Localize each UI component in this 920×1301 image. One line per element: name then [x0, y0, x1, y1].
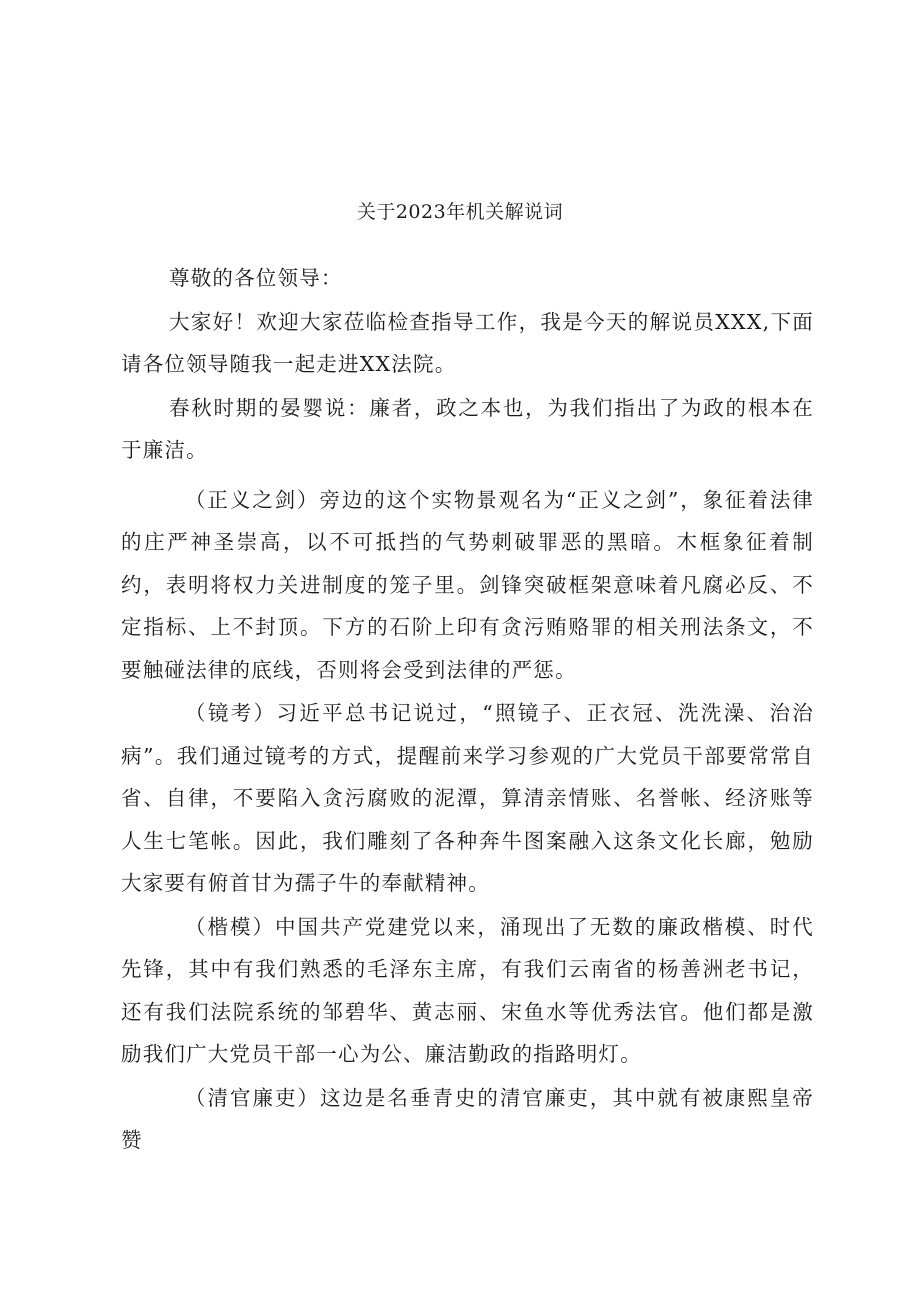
document-body: [121, 257, 814, 1162]
paragraph-sword-of-justice: （正义之剑）旁边的这个实物景观名为“正义之剑”，象征着法律的庄严神圣崇高，以不可抵挡的气势刺破罪恶的黑暗。木框象征着制约，表明将权力关进制度的笼子里。剑锋突破框架意味着凡腐必反、不定指标、上不封顶。下方的石阶上印有贪污贿赂罪的相关刑法条文，不要触碰法律的底线，否则将会受到法律的严惩。: [121, 487, 814, 682]
document-title: 关于2023年机关解说词: [356, 201, 564, 223]
paragraph-yanying: 春秋时期的晏婴说：廉者，政之本也，为我们指出了为政的根本在于廉洁。: [121, 395, 814, 462]
paragraph-welcome: 大家好！欢迎大家莅临检查指导工作，我是今天的解说员XXX,下面请各位领导随我一起走进XX法院。: [121, 309, 814, 376]
paragraph-role-models: （楷模）中国共产党建党以来，涌现出了无数的廉政楷模、时代先锋，其中有我们熟悉的毛泽东主席，有我们云南省的杨善洲老书记，还有我们法院系统的邹碧华、黄志丽、宋鱼水等优秀法官。他们都是激励我们广大党员干部一心为公、廉洁勤政的指路明灯。: [121, 914, 814, 1066]
paragraph-honest-officials: （清官廉吏）这边是名垂青史的清官廉吏，其中就有被康熙皇帝赞: [121, 1085, 814, 1152]
paragraph-mirror-test: （镜考）习近平总书记说过，“照镜子、正衣冠、洗洗澡、治治病”。我们通过镜考的方式，提醒前来学习参观的广大党员干部要常常自省、自律，不要陷入贪污腐败的泥潭，算清亲情账、名誉帐、经济账等人生七笔帐。因此，我们雕刻了各种奔牛图案融入这条文化长廊，勉励大家要有俯首甘为孺子牛的奉献精神。: [121, 701, 814, 895]
salutation: 尊敬的各位领导：: [169, 266, 343, 290]
